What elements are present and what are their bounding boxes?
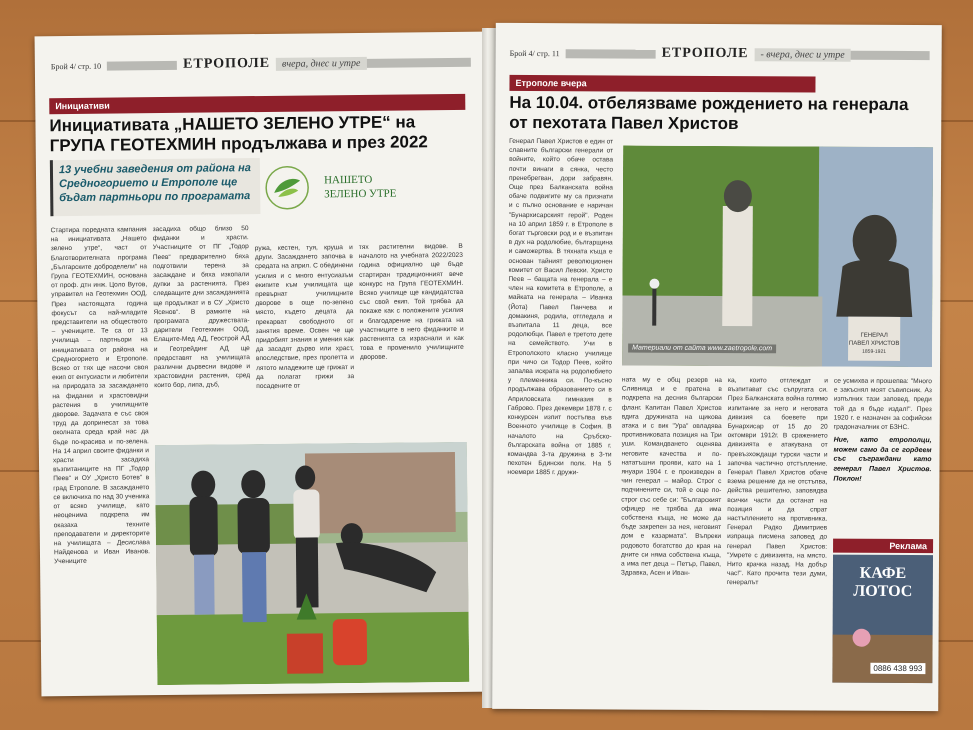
article-column-1: Генерал Павел Христов е един от славните български генерали от войните, който обаче остава почти винаги в сянка, често пренебрегван, дори забравян. Още през Балканската война обаче подвигите му са признати и с пълно основание е наричан "Бунархисарският герой". Роден на 10 април 1859 г. в Етрополе в богат търговски род и е възпитан в дух на родолюбие, българщина и саможертва. В тяхната къща е основан тайният революционен комитет от Васил Левски. Христо Пеев – бащата на генерала – е член на комитета в Етрополе, а майката на генерала – Иванка (Йота) Павел Панчева и домакиня, родила, отгледала и възпитала 11 деца, все родолюбци. Павел е третото дете на семейството. Учи в Етрополското класно училище при чичо си Тодор Пеев, който запалва искрата на родолюбието у племенника си. По-късно продължава образованието си в Априловската гимназия в Габрово. През декември 1878 г. с конкурсен изпит постъпва във Военното училище в София. В началото на Сръбско-българската война от 1885 г. командва 3-та дружина в 3-ти пехотен Бдински полк. На 5 ноември 1885 г. дружи-: [507, 137, 614, 477]
paper-name: ЕТРОПОЛЕ: [183, 55, 271, 72]
svg-text:1859-1921: 1859-1921: [862, 348, 887, 355]
advert-building: [832, 635, 932, 684]
logo-caption: НАШЕТО ЗЕЛЕНО УТРЕ: [324, 173, 397, 201]
lotus-flower-icon: [853, 629, 871, 647]
students-planting-photo: [155, 442, 469, 685]
article-subheadline: 13 учебни заведения от района на Средногорието и Етрополе ще бъдат партньори по програмата: [50, 158, 261, 216]
leaf-logo-icon: [264, 164, 310, 210]
article-column-1: Стартира поредната кампания на инициативата „Нашето зелено утре“, част от Благотворителната програма „Българските доброделели“ на Група ГЕОТЕХМИН, основана от проф. дтн инж. Цоло Вутов, управител на Геотехмин ООД. През настоящата година фокусът са най-младите представители на обществото – учениците. Те са от 13 училища – партньори на инициативата от района на Средногорието и Етрополе. Всяко от тях ще насочи своя екип от ентусиасти и любители на природата за засаждането на фиданки и храстовидни растения в училищните дворове. Задачата е със своя труд да допринесат за това околната среда край нас да бъде по-красива и по-зелена. На 14 април своите фиданки и храсти засадиха възпитаниците на ПГ „Тодор Пеев“ и ОУ „Христо Ботев“ в град Етрополе. В засаждането се включиха по над 30 ученика от всяко училище, като неоценима подкрепа им оказаха техните преподаватели и директорите на училищата – Десислава Найденова и Иван Иванов. Учениците: [50, 226, 150, 566]
cafe-lotos-advert: [832, 555, 933, 684]
advert-title: КАФЕ ЛОТОС: [853, 564, 913, 600]
svg-text:ПАВЕЛ ХРИСТОВ: ПАВЕЛ ХРИСТОВ: [848, 340, 900, 347]
article-column-4: [833, 377, 932, 538]
left-newspaper-page: [35, 32, 490, 697]
closing-tribute: Ние, като етрополци, можем само да се гордеем със съграждани като генерал Павел Христов. Поклон!: [833, 436, 932, 483]
advert-phone: 0886 438 993: [870, 663, 925, 674]
article-column-3: ка, които отглеждат и възпитават със съпругата си. През Балканската война голямо изпитание за него и неговата дивизия са боевете при Бунархисар от 15 до 20 октомври 1912г. В сражението дивизията е атакувана от превъзхождащи турски части и започва частично отстъпление. Генерал Павел Христов обаче взема решение да не отстъпва, действа решително, заповядва всички части да останат на позиция и да спрат настъплението на противника. Генерал Радко Димитриев изпраща писмена заповед до генерал Павел Христов: "Умрете с дивизията, на място. Нито крачка назад. На добър час!". Като прочита тези думи, генералът: [726, 377, 828, 587]
article-headline: На 10.04. отбелязваме рождението на генерала от пехотата Павел Христов: [509, 92, 909, 133]
advert-label: Реклама: [833, 539, 933, 554]
paper-motto: - вчера, днес и утре: [754, 48, 850, 62]
article-column-4: тях растителни видове. В началото на учебната 2022/2023 година официално ще бъде стартиран традиционният вече конкурс на Група ГЕОТЕХМИН. Всяко училище ще кандидатства със свой екип. Той трябва да покаже как с положените усилия и благодарение на грижата на участниците в него фиданките и растенията са израснали и как това е променило училищните дворове.: [358, 242, 464, 362]
header-rule: [566, 49, 656, 58]
article-column-2: ната му е общ резерв на Сливница и е пратена в подкрепа на десния български фланг. Капитан Павел Христов вдига дружината на щикова атака и с вик "Ура" овладява противниковата позиция на Три уши. Командването оценява неговите качества и по-нататъшни прояви, като на 1 януари 1904 г. е произведен в чин генерал – майор. Строг с подчинените си, той е още по-строг със себе си: "Българският офицер не трябва да има собствена къща, не може да бъде закрепен за нея, неговият дом е казармата". Въпреки родовото богатство до края на дните си няма собствена къща, а има пет деца – Петър, Павел, Здравка, Асен и Иван-: [620, 376, 722, 578]
right-newspaper-page: [492, 23, 942, 711]
article-column-4-text: се усмихва и прошепва: "Много е закъснял моят съвипсник. Аз изпълних тази заповед, преди той да я бъде издал!". През 1920 г. е назначен за софийски градоначалник от БЗНС.: [833, 377, 932, 432]
section-label: Инициативи: [49, 94, 465, 114]
issue-number: Брой 4/ стр. 11: [509, 48, 560, 58]
page-header: [510, 43, 930, 65]
header-rule: [366, 57, 471, 67]
paper-motto: вчера, днес и утре: [276, 56, 367, 70]
monument-photo: [622, 146, 933, 368]
header-rule: [107, 60, 177, 70]
article-headline: Инициативата „НАШЕТО ЗЕЛЕНО УТРЕ“ на ГРУПА ГЕОТЕХМИН продължава и през 2022: [49, 112, 428, 155]
page-header: [51, 52, 471, 76]
green-tomorrow-logo: [264, 158, 465, 216]
article-column-2: засадиха общо близо 50 фиданки и храсти. Участниците от ПГ „Тодор Пеев“ предварително бяха подготвили терена за засаждане и бяха изкопали дупки за растенията. През следващите дни засажданията ще продължат и в СУ „Христо Ясенов“. В рамките на програмата дружествата-дарители Геотехмин ООД, Елаците-Мед АД, Геострой АД и Геотрейдинг АД ще предоставят на училищата различни дървесни видове и храстовидни растения, сред които бор, липа, дъб,: [152, 225, 251, 390]
header-rule: [851, 50, 930, 59]
issue-number: Брой 4/ стр. 10: [50, 61, 102, 71]
paper-name: ЕТРОПОЛЕ: [661, 45, 749, 62]
svg-text:ГЕНЕРАЛ: ГЕНЕРАЛ: [860, 332, 888, 339]
section-label: Етрополе вчера: [509, 75, 815, 93]
photo-caption: Материали от сайта www.zaetropole.com: [628, 344, 776, 354]
article-column-3: ружа, кестен, туя, круша и други. Засаждането започва в средата на април. С обединени усилия и с много ентусиазъм екипите към училищата ще превърнат училищните дворове в още по-зелено място, където децата да прекарват свободното от занятия време. Освен че ще придобият знания и умения как да засадят дърво или храст, впоследствие, през пролетта и лятото младежите ще грижат и да полагат грижи за посадените от: [254, 244, 355, 391]
